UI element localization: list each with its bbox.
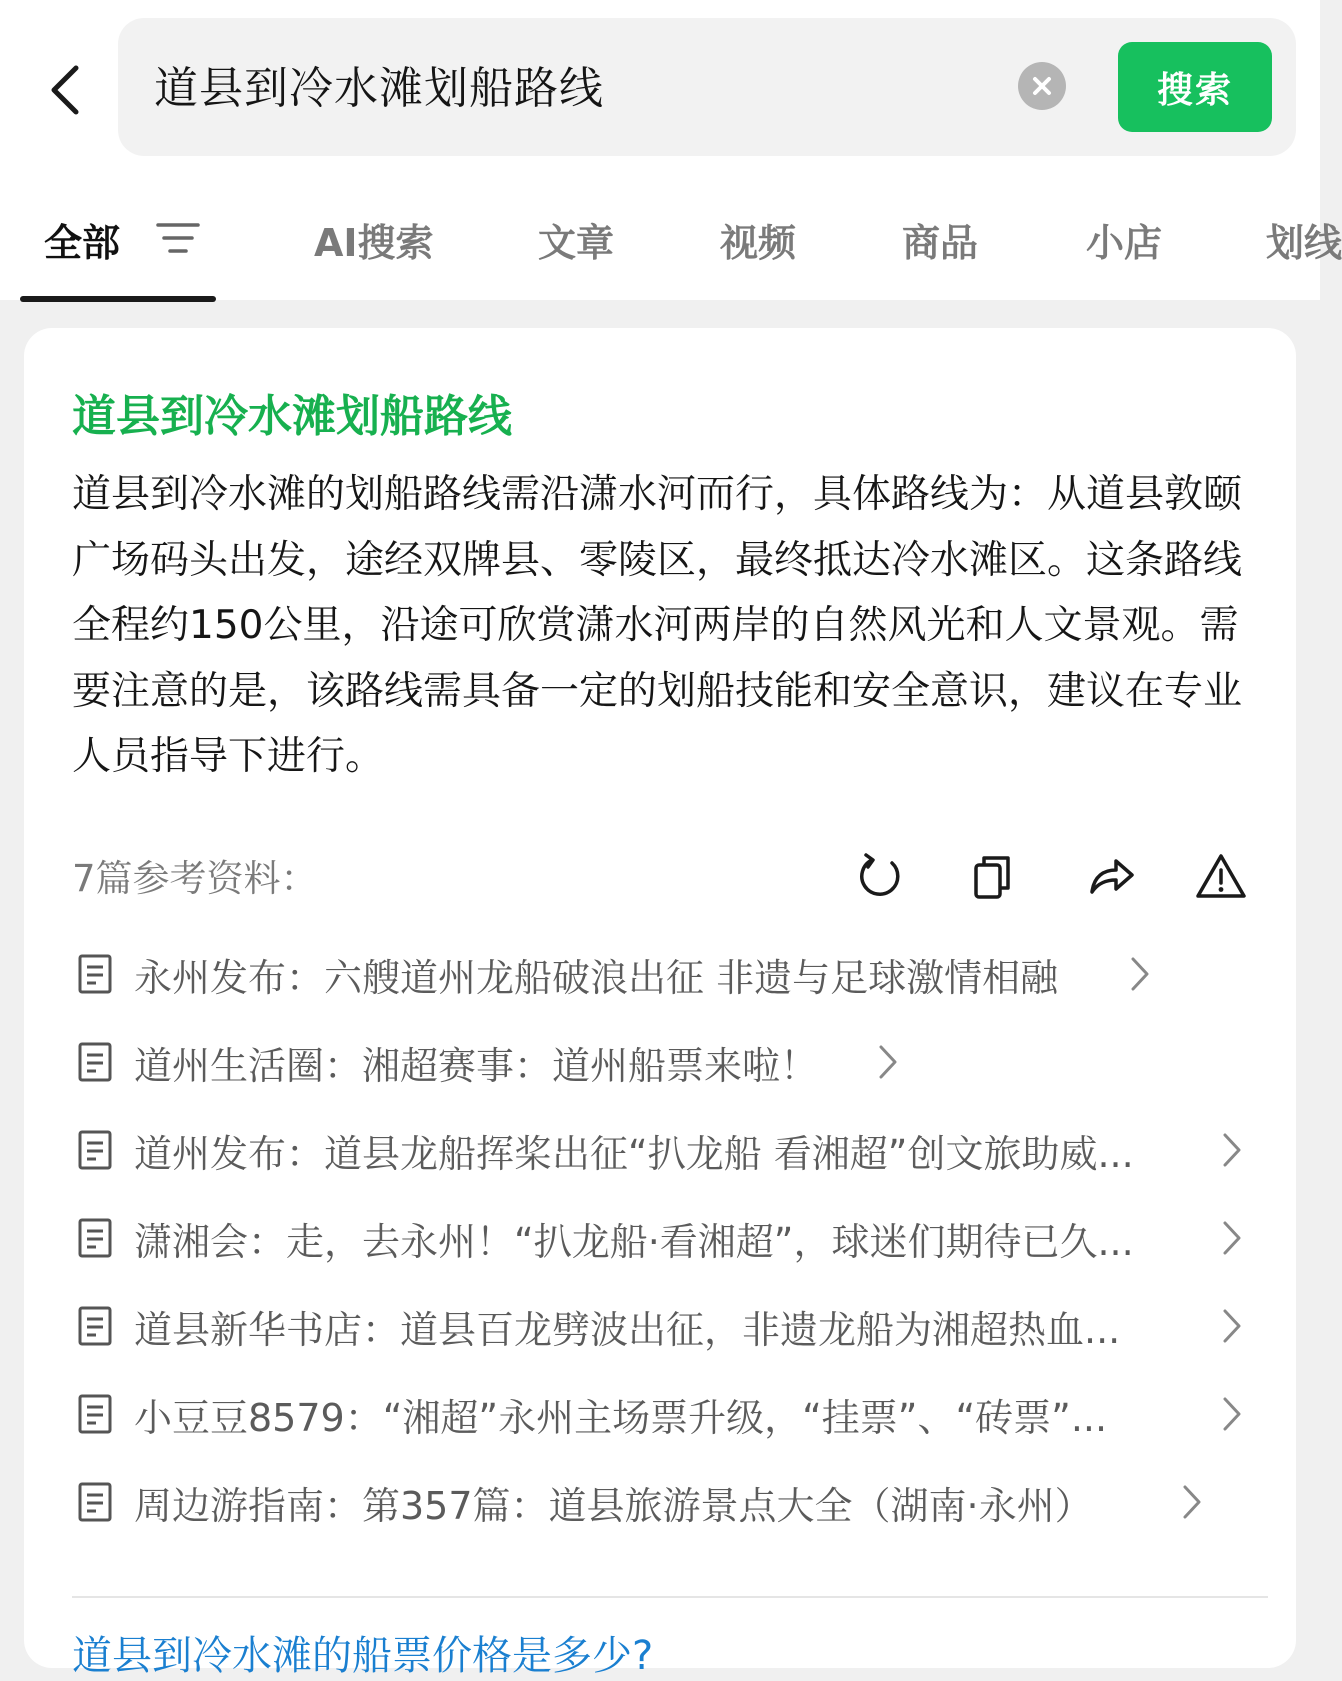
refresh-icon[interactable] [852, 850, 906, 904]
back-button[interactable] [40, 60, 90, 120]
reference-item[interactable] [72, 934, 1058, 1014]
references-label: 7篇参考资料： [72, 857, 318, 900]
reference-item[interactable] [72, 1022, 818, 1102]
copy-icon[interactable] [968, 850, 1022, 904]
search-input[interactable]: 道县到冷水滩划船路线 [154, 63, 604, 114]
top-bar [0, 0, 1342, 300]
filter-icon[interactable] [156, 220, 200, 256]
chevron-right-icon[interactable] [1128, 954, 1152, 994]
tab-highlights[interactable]: 划线 [1266, 221, 1342, 265]
chevron-right-icon[interactable] [1220, 1218, 1244, 1258]
divider [72, 1596, 1268, 1598]
reference-title: 潇湘会：走，去永州！“扒龙船·看湘超”，球迷们期待已久... [134, 1219, 1134, 1264]
reference-title: 永州发布：六艘道州龙船破浪出征 非遗与足球激情相融 [134, 955, 1059, 1000]
document-icon [78, 954, 112, 994]
chevron-right-icon[interactable] [1220, 1306, 1244, 1346]
reference-item[interactable] [72, 1110, 1134, 1190]
tab-shops[interactable]: 小店 [1086, 221, 1163, 265]
reference-title: 道县新华书店：道县百龙劈波出征，非遗龙船为湘超热血... [134, 1307, 1121, 1352]
answer-title[interactable]: 道县到冷水滩划船路线 [72, 391, 512, 442]
back-arrow-icon [48, 64, 82, 116]
close-icon [1031, 75, 1053, 97]
reference-item[interactable] [72, 1198, 1134, 1278]
chevron-right-icon[interactable] [1220, 1394, 1244, 1434]
reference-item[interactable] [72, 1286, 1120, 1366]
tab-ai-search[interactable]: AI搜索 [314, 221, 434, 265]
active-tab-indicator [20, 296, 216, 302]
document-icon [78, 1218, 112, 1258]
report-warning-icon[interactable] [1194, 850, 1248, 904]
chevron-right-icon[interactable] [876, 1042, 900, 1082]
reference-item[interactable] [72, 1374, 1107, 1454]
document-icon [78, 1042, 112, 1082]
document-icon [78, 1130, 112, 1170]
tab-all[interactable]: 全部 [44, 221, 121, 265]
reference-title: 道州发布：道县龙船挥桨出征“扒龙船 看湘超”创文旅助威... [134, 1131, 1134, 1176]
related-question-link[interactable]: 道县到冷水滩的船票价格是多少? [72, 1633, 654, 1679]
reference-title: 道州生活圈：湘超赛事：道州船票来啦！ [134, 1043, 819, 1088]
document-icon [78, 1482, 112, 1522]
document-icon [78, 1306, 112, 1346]
reference-title: 小豆豆8579：“湘超”永州主场票升级，“挂票”、“砖票”... [134, 1395, 1108, 1440]
ai-answer-card [24, 328, 1296, 1679]
search-box[interactable] [118, 18, 1296, 156]
answer-text: 道县到冷水滩的划船路线需沿潇水河而行，具体路线为：从道县敦颐广场码头出发，途经双牌县、零陵区，最终抵达冷水滩区。这条路线全程约150公里，沿途可欣赏潇水河两岸的自然风光和人文景观。需要注意的是，该路线需具备一定的划船技能和安全意识，建议在专业人员指导下进行。 [72, 472, 1243, 779]
reference-title: 周边游指南：第357篇：道县旅游景点大全（湖南·永州） [134, 1483, 1093, 1528]
category-tabs [0, 186, 1342, 300]
document-icon [78, 1394, 112, 1434]
tab-articles[interactable]: 文章 [538, 221, 615, 265]
reference-item[interactable] [72, 1462, 1093, 1542]
tab-products[interactable]: 商品 [902, 221, 979, 265]
clear-search-button[interactable] [1018, 62, 1066, 110]
share-icon[interactable] [1084, 850, 1138, 904]
tab-videos[interactable]: 视频 [720, 221, 797, 265]
chevron-right-icon[interactable] [1180, 1482, 1204, 1522]
chevron-right-icon[interactable] [1220, 1130, 1244, 1170]
search-button[interactable]: 搜索 [1118, 42, 1272, 132]
